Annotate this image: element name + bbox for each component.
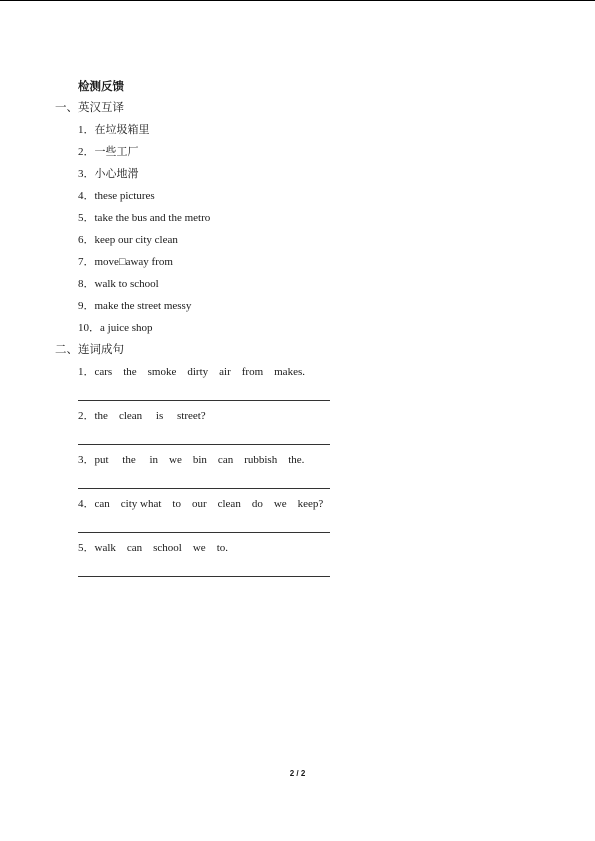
answer-line [78,400,330,401]
section-title-sentence-building: 二、连词成句 [55,344,124,356]
translation-item: 5．take the bus and the metro [78,212,211,224]
sentence-item: 2．the clean is street? [78,410,206,422]
translation-item: 2．一些工厂 [78,146,139,158]
translation-item: 1．在垃圾箱里 [78,124,150,136]
translation-item: 9．make the street messy [78,300,192,312]
translation-item: 10．a juice shop [78,322,153,334]
sentence-item: 5．walk can school we to. [78,542,228,554]
translation-item: 8．walk to school [78,278,159,290]
sentence-item: 4．can city what to our clean do we keep? [78,498,324,510]
section-title-translation: 一、英汉互译 [55,102,124,114]
top-border [0,0,595,1]
translation-item: 3．小心地滑 [78,168,139,180]
answer-line [78,444,330,445]
answer-line [78,576,330,577]
answer-line [78,532,330,533]
translation-item: 4．these pictures [78,190,155,202]
translation-item: 6．keep our city clean [78,234,178,246]
section-heading: 检测反馈 [78,81,124,93]
sentence-item: 3．put the in we bin can rubbish the. [78,454,305,466]
answer-line [78,488,330,489]
sentence-item: 1．cars the smoke dirty air from makes. [78,366,305,378]
page-number: 2 / 2 [289,769,306,778]
translation-item: 7．move□away from [78,256,173,268]
